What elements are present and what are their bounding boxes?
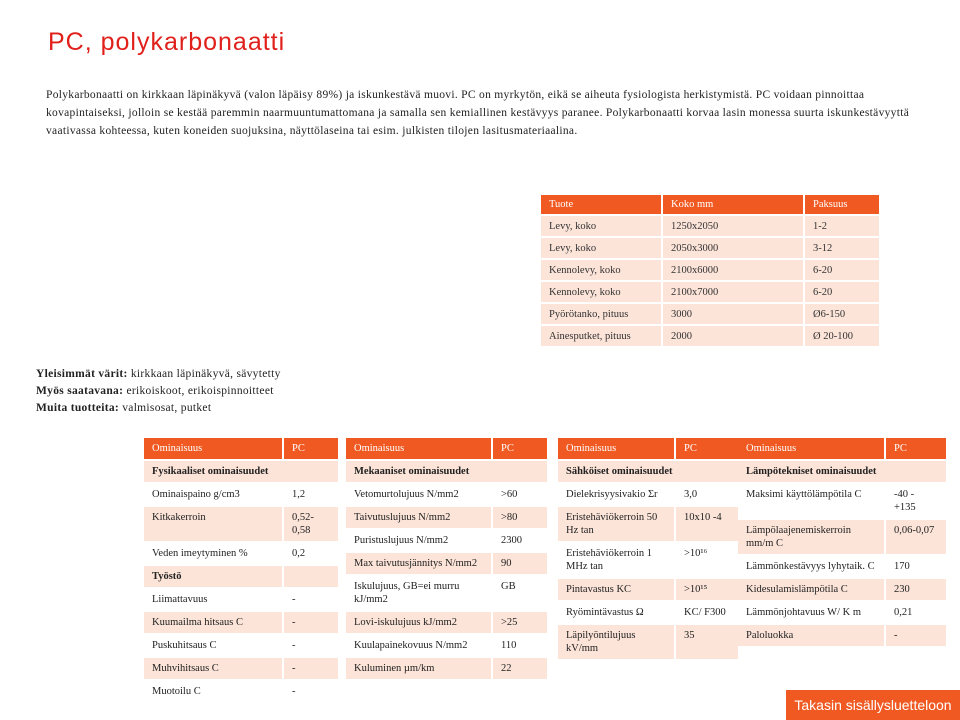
products-header: Koko mm: [663, 195, 803, 214]
attribute-line: [36, 366, 281, 383]
prop-row: [346, 530, 547, 551]
products-cell: Pyörötanko, pituus: [541, 304, 661, 324]
products-cell: 2000: [663, 326, 803, 346]
prop-name: Liimattavuus: [144, 589, 282, 610]
prop-name: Paloluokka: [738, 625, 884, 646]
prop-row: [346, 612, 547, 633]
physical-properties-table: [142, 436, 340, 704]
prop-name: Muotoilu C: [144, 681, 282, 702]
prop-value: -: [284, 635, 338, 656]
electrical-properties-table: [556, 436, 740, 661]
prop-value: [284, 566, 338, 587]
prop-row: [558, 507, 738, 541]
intro-paragraph: Polykarbonaatti on kirkkaan läpinäkyvä (valon läpäisy 89%) ja iskunkestävä muovi. PC on myrkytön, eikä se aiheuta fysiologista herkistymistä. PC voidaan pinnoittaa kovapintaiseksi, jolloin se kestää paremmin naarmuuntumattomana ja samalla sen kemiallinen kestävyys paranee. Polykarbonaatti korvaa lasin monessa suurta iskunkestävyyttä vaativassa kohteessa, kuten koneiden suojuksina, näyttölaseina tai esim. julkisten tilojen lasitusmateriaalina.: [46, 89, 910, 137]
prop-value: 22: [493, 658, 547, 679]
prop-row: [738, 602, 946, 623]
prop-row: [346, 658, 547, 679]
prop-row: [558, 625, 738, 659]
prop-name: Lämmönjohtavuus W/ K m: [738, 602, 884, 623]
prop-value: 110: [493, 635, 547, 656]
prop-name: Läpilyöntilujuus kV/mm: [558, 625, 674, 659]
prop-name: Ryömintävastus Ω: [558, 602, 674, 623]
prop-value: -40 - +135: [886, 484, 946, 518]
prop-value: >60: [493, 484, 547, 505]
prop-value: 0,06-0,07: [886, 520, 946, 554]
attribute-value: valmisosat, putket: [122, 402, 212, 414]
prop-header: Ominaisuus: [346, 438, 491, 459]
prop-row: [144, 484, 338, 505]
prop-value: 1,2: [284, 484, 338, 505]
prop-name: Lovi-iskulujuus kJ/mm2: [346, 612, 491, 633]
prop-row: [558, 579, 738, 600]
attribute-value: erikoiskoot, erikoispinnoitteet: [126, 385, 274, 397]
prop-row: [346, 576, 547, 610]
prop-value: -: [284, 681, 338, 702]
prop-row: [738, 484, 946, 518]
prop-value: KC/ F300: [676, 602, 738, 623]
prop-header: Ominaisuus: [738, 438, 884, 459]
intro-text: [46, 86, 926, 140]
prop-header-row: [738, 438, 946, 459]
prop-value: 3,0: [676, 484, 738, 505]
prop-name: Kitkakerroin: [144, 507, 282, 541]
prop-row: [144, 566, 338, 587]
prop-value: GB: [493, 576, 547, 610]
prop-row: [144, 543, 338, 564]
products-table: [539, 193, 881, 348]
products-cell: 3-12: [805, 238, 879, 258]
back-to-contents-button[interactable]: Takasin sisällysluetteloon: [786, 690, 960, 720]
products-header: Tuote: [541, 195, 661, 214]
prop-name: Max taivutusjännitys N/mm2: [346, 553, 491, 574]
prop-row: [346, 635, 547, 656]
prop-header: Ominaisuus: [144, 438, 282, 459]
prop-value: -: [284, 612, 338, 633]
prop-section-title: Mekaaniset ominaisuudet: [346, 461, 547, 482]
prop-value: 0,52-0,58: [284, 507, 338, 541]
attribute-label: Myös saatavana:: [36, 385, 124, 397]
products-cell: Levy, koko: [541, 216, 661, 236]
prop-row: [738, 579, 946, 600]
attribute-value: kirkkaan läpinäkyvä, sävytetty: [130, 368, 281, 380]
products-row: [541, 216, 879, 236]
prop-name: Eristehäviökerroin 1 MHz tan: [558, 543, 674, 577]
prop-value: 230: [886, 579, 946, 600]
prop-value: >25: [493, 612, 547, 633]
prop-name: Ominaispaino g/cm3: [144, 484, 282, 505]
prop-value: 2300: [493, 530, 547, 551]
prop-name: Eristehäviökerroin 50 Hz tan: [558, 507, 674, 541]
prop-name: Maksimi käyttölämpötila C: [738, 484, 884, 518]
prop-section-row: [558, 461, 738, 482]
attributes-list: [36, 366, 281, 417]
thermal-properties-table: [736, 436, 948, 648]
prop-row: [558, 602, 738, 623]
prop-name: Kuulapainekovuus N/mm2: [346, 635, 491, 656]
prop-value: -: [284, 658, 338, 679]
products-cell: Ø 20-100: [805, 326, 879, 346]
prop-row: [738, 625, 946, 646]
prop-section-row: [144, 461, 338, 482]
prop-name: Lämpölaajenemiskerroin mm/m C: [738, 520, 884, 554]
prop-value: 90: [493, 553, 547, 574]
prop-header: PC: [676, 438, 738, 459]
products-row: [541, 260, 879, 280]
products-cell: Ainesputket, pituus: [541, 326, 661, 346]
prop-name: Kuumailma hitsaus C: [144, 612, 282, 633]
prop-name: Puskuhitsaus C: [144, 635, 282, 656]
products-cell: Levy, koko: [541, 238, 661, 258]
products-cell: 1-2: [805, 216, 879, 236]
prop-name: Kuluminen µm/km: [346, 658, 491, 679]
products-cell: 1250x2050: [663, 216, 803, 236]
products-cell: 2100x7000: [663, 282, 803, 302]
prop-row: [346, 507, 547, 528]
prop-header: PC: [886, 438, 946, 459]
products-cell: Ø6-150: [805, 304, 879, 324]
prop-name: Iskulujuus, GB=ei murru kJ/mm2: [346, 576, 491, 610]
attribute-label: Muita tuotteita:: [36, 402, 120, 414]
prop-name: Lämmönkestävyys lyhytaik. C: [738, 556, 884, 577]
prop-header-row: [144, 438, 338, 459]
products-cell: 6-20: [805, 260, 879, 280]
prop-value: 10x10 -4: [676, 507, 738, 541]
prop-name: Veden imeytyminen %: [144, 543, 282, 564]
prop-row: [346, 484, 547, 505]
prop-name: Työstö: [144, 566, 282, 587]
prop-value: 0,2: [284, 543, 338, 564]
attribute-label: Yleisimmät värit:: [36, 368, 128, 380]
products-cell: 2050x3000: [663, 238, 803, 258]
prop-value: 0,21: [886, 602, 946, 623]
prop-name: Taivutuslujuus N/mm2: [346, 507, 491, 528]
prop-value: -: [284, 589, 338, 610]
prop-name: Muhvihitsaus C: [144, 658, 282, 679]
products-cell: Kennolevy, koko: [541, 282, 661, 302]
prop-header: PC: [284, 438, 338, 459]
prop-row: [144, 681, 338, 702]
prop-value: 35: [676, 625, 738, 659]
prop-section-row: [738, 461, 946, 482]
prop-section-row: [346, 461, 547, 482]
products-row: [541, 304, 879, 324]
prop-name: Dielekrisyysivakio Σr: [558, 484, 674, 505]
attribute-line: [36, 400, 281, 417]
prop-header: PC: [493, 438, 547, 459]
prop-row: [144, 507, 338, 541]
prop-section-title: Sähköiset ominaisuudet: [558, 461, 738, 482]
products-row: [541, 238, 879, 258]
prop-value: -: [886, 625, 946, 646]
prop-header: Ominaisuus: [558, 438, 674, 459]
prop-value: >80: [493, 507, 547, 528]
prop-value: 170: [886, 556, 946, 577]
products-row: [541, 282, 879, 302]
prop-name: Vetomurtolujuus N/mm2: [346, 484, 491, 505]
prop-name: Puristuslujuus N/mm2: [346, 530, 491, 551]
prop-row: [144, 612, 338, 633]
products-header-row: [541, 195, 879, 214]
prop-section-title: Lämpötekniset ominaisuudet: [738, 461, 946, 482]
prop-row: [558, 484, 738, 505]
prop-header-row: [346, 438, 547, 459]
prop-name: Kidesulamislämpötila C: [738, 579, 884, 600]
products-cell: 3000: [663, 304, 803, 324]
prop-row: [144, 658, 338, 679]
page-title: PC, polykarbonaatti: [48, 28, 286, 56]
products-header: Paksuus: [805, 195, 879, 214]
products-cell: Kennolevy, koko: [541, 260, 661, 280]
prop-row: [558, 543, 738, 577]
prop-name: Pintavastus KC: [558, 579, 674, 600]
products-cell: 2100x6000: [663, 260, 803, 280]
prop-header-row: [558, 438, 738, 459]
prop-row: [738, 520, 946, 554]
prop-value: >10¹⁵: [676, 579, 738, 600]
prop-row: [738, 556, 946, 577]
prop-row: [144, 635, 338, 656]
prop-section-title: Fysikaaliset ominaisuudet: [144, 461, 338, 482]
attribute-line: [36, 383, 281, 400]
mechanical-properties-table: [344, 436, 549, 681]
prop-row: [144, 589, 338, 610]
products-cell: 6-20: [805, 282, 879, 302]
prop-row: [346, 553, 547, 574]
products-row: [541, 326, 879, 346]
prop-value: >10¹⁶: [676, 543, 738, 577]
